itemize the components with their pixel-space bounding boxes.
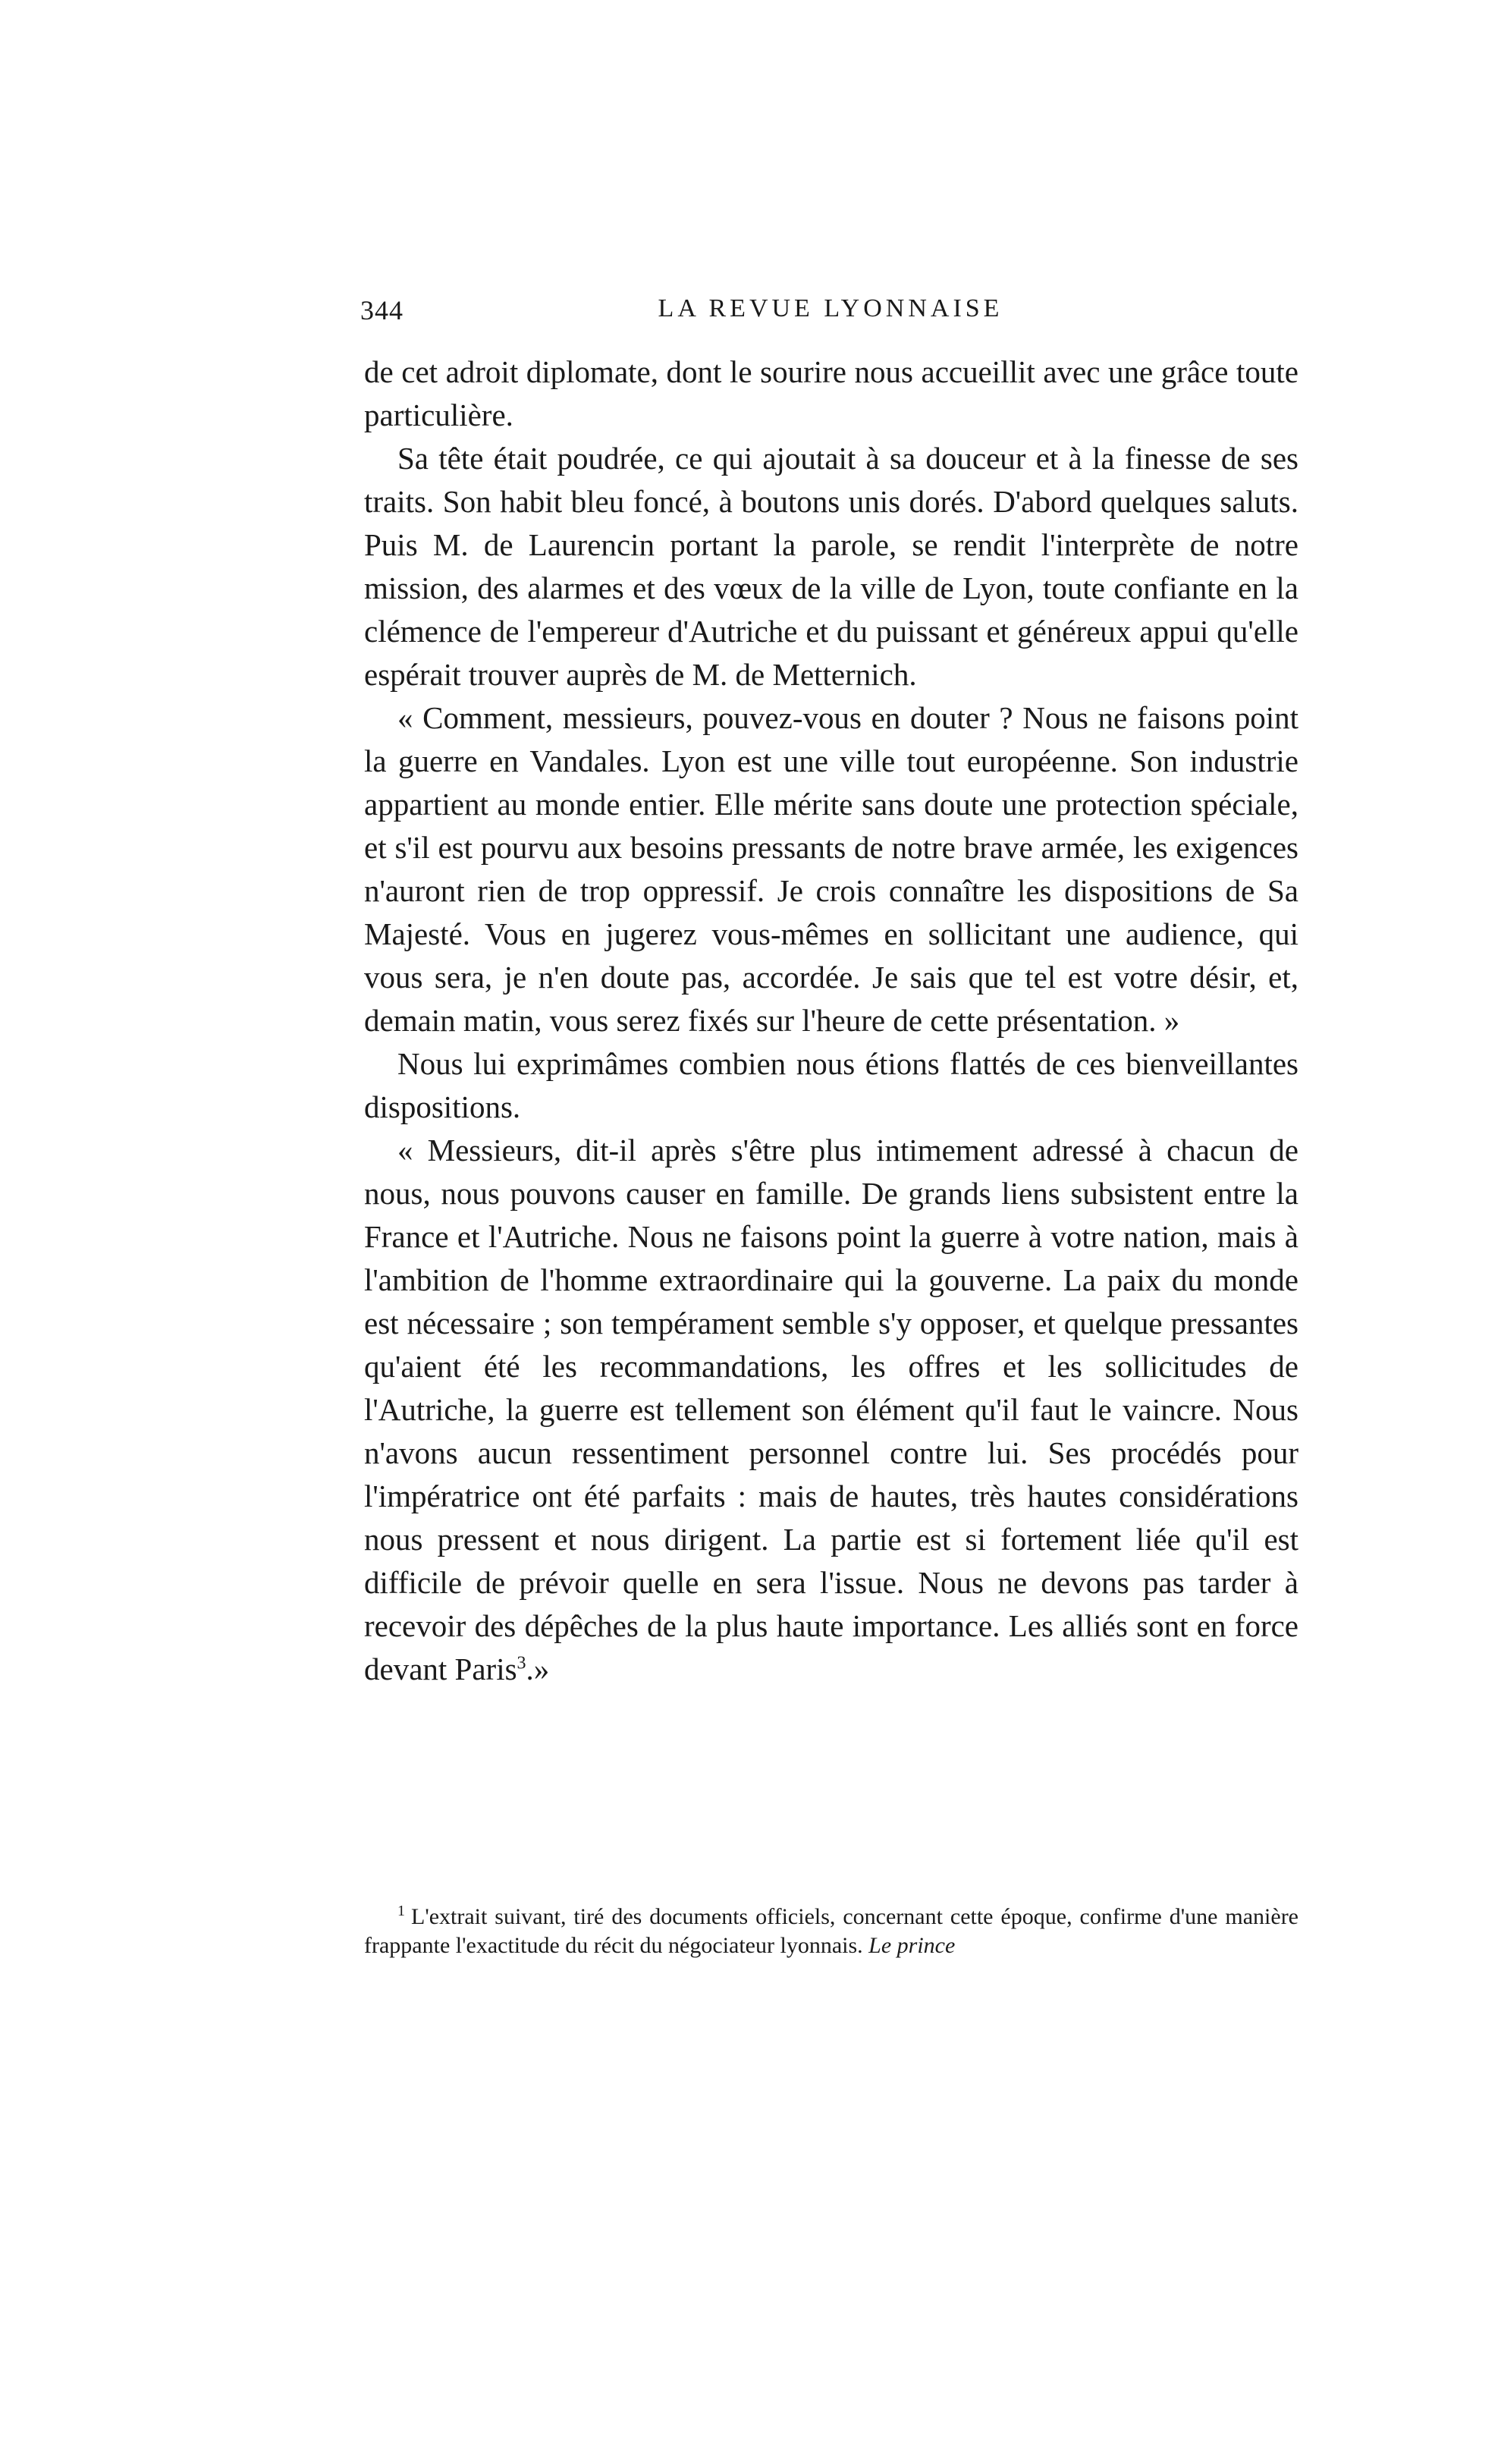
footnote bbox=[364, 1897, 1298, 1960]
paragraph-3: « Comment, messieurs, pouvez-vous en douter ? Nous ne faisons point la guerre en Vandales. Lyon est une ville tout européenne. Son industrie appartient au monde entier. Elle mérite sans doute une protection spéciale, et s'il est pourvu aux besoins pressants de notre brave armée, les exigences n'auront rien de trop oppressif. Je crois connaître les dispositions de Sa Majesté. Vous en jugerez vous-mêmes en sollicitant une audience, qui vous sera, je n'en doute pas, accordée. Je sais que tel est votre désir, et, demain matin, vous serez fixés sur l'heure de cette présentation. » bbox=[364, 700, 1298, 1038]
body-text bbox=[364, 350, 1298, 1691]
footnote-reference: 3 bbox=[517, 1653, 526, 1674]
page-header bbox=[360, 294, 1301, 332]
page-number: 344 bbox=[360, 295, 404, 325]
paragraph-5-tail: .» bbox=[526, 1652, 550, 1686]
footnote-italic-tail: Le prince bbox=[868, 1933, 956, 1958]
paragraph-2: Sa tête était poudrée, ce qui ajoutait à sa douceur et à la finesse de ses traits. Son habit bleu foncé, à boutons unis dorés. D'abord quelques saluts. Puis M. de Laurencin portant la parole, se rendit l'interprète de notre mission, des alarmes et des vœux de la ville de Lyon, toute confiante en la clémence de l'empereur d'Autriche et du puissant et généreux appui qu'elle espérait trouver auprès de M. de Metternich. bbox=[364, 441, 1298, 692]
paragraph-5-text: « Messieurs, dit-il après s'être plus intimement adressé à chacun de nous, nous pouvons causer en famille. De grands liens subsistent entre la France et l'Autriche. Nous ne faisons point la guerre à votre nation, mais à l'ambition de l'homme extraordinaire qui la gouverne. La paix du monde est nécessaire ; son tempérament semble s'y opposer, et quelque pressantes qu'aient été les recommandations, les offres et les sollicitudes de l'Autriche, la guerre est tellement son élément qu'il faut le vaincre. Nous n'avons aucun ressentiment personnel contre lui. Ses procédés pour l'impératrice ont été parfaits : mais de hautes, très hautes considérations nous pressent et nous dirigent. La partie est si fortement liée qu'il est difficile de prévoir quelle en sera l'issue. Nous ne devons pas tarder à recevoir des dépêches de la plus haute importance. Les alliés sont en force devant Paris bbox=[364, 1133, 1298, 1686]
footnote-marker: 1 bbox=[397, 1903, 405, 1919]
paragraph-4: Nous lui exprimâmes combien nous étions flattés de ces bienveillantes dispositions. bbox=[364, 1046, 1298, 1124]
paragraph-1: de cet adroit diplomate, dont le sourire nous accueillit avec une grâce toute particulière. bbox=[364, 354, 1298, 432]
running-title: LA REVUE LYONNAISE bbox=[658, 294, 1003, 322]
footnote-text: L'extrait suivant, tiré des documents officiels, concernant cette époque, confirme d'une manière frappante l'exactitude du récit du négociateur lyonnais. bbox=[364, 1904, 1298, 1958]
paragraph-5 bbox=[364, 1129, 1298, 1691]
